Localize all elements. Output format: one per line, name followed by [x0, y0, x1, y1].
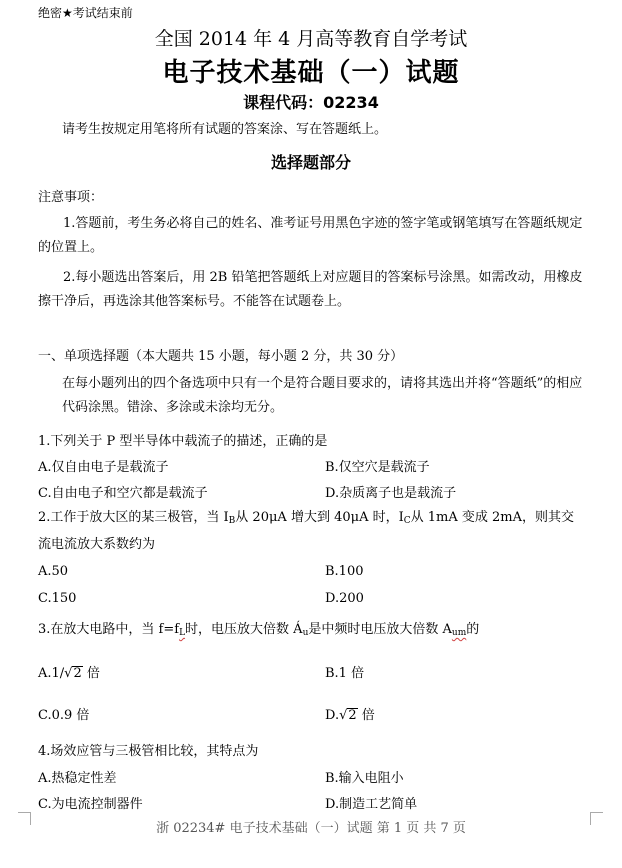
question-4-option-c: C.为电流控制器件	[38, 797, 143, 812]
question-2-stem: 2.工作于放大区的某三极管，当 $I_B$从 20μA 增大到 40μA 时，$I_C$从 1mA 变成 2mA，则其交流电流放大系数约为	[38, 510, 574, 552]
secret-label: 绝密★考试结束前	[38, 6, 133, 20]
question-3-option-a: A.1/√2 倍	[38, 666, 100, 681]
part-heading: 一、单项选择题（本大题共 15 小题，每小题 2 分，共 30 分）	[38, 349, 404, 364]
question-4-option-a: A.热稳定性差	[38, 771, 117, 786]
question-3-option-d: D.√2 倍	[325, 708, 375, 723]
question-3-option-b: B.1 倍	[325, 666, 365, 681]
question-4-stem: 4.场效应管与三极管相比较，其特点为	[38, 744, 259, 759]
question-3-option-c: C.0.9 倍	[38, 708, 90, 723]
question-1-option-c: C.自由电子和空穴都是载流子	[38, 486, 208, 501]
question-4-option-d: D.制造工艺简单	[325, 797, 418, 812]
note-item-1: 1.答题前，考生务必将自己的姓名、准考证号用黑色字迹的签字笔或钢笔填写在答题纸规定的位置上。	[38, 216, 583, 255]
course-code: 课程代码：02234	[243, 93, 379, 112]
section-title: 选择题部分	[270, 153, 351, 172]
question-2-option-a: A.50	[38, 564, 69, 579]
question-3-stem: 3.在放大电路中，当 $f=f_L$时，电压放大倍数 $Á_u$是中频时电压放大倍数 $A_{um}$的	[38, 622, 480, 638]
question-1-option-b: B.仅空穴是载流子	[325, 460, 430, 475]
note-item-2: 2.每小题选出答案后，用 2B 铅笔把答题纸上对应题目的答案标号涂黑。如需改动，用橡皮擦干净后，再选涂其他答案标号。不能答在试题卷上。	[38, 270, 583, 309]
exam-title: 全国 2014 年 4 月高等教育自学考试	[154, 28, 468, 50]
instruction: 请考生按规定用笔将所有试题的答案涂、写在答题纸上。	[62, 122, 388, 137]
question-1-option-a: A.仅自由电子是载流子	[38, 460, 169, 475]
question-2-option-b: B.100	[325, 564, 364, 579]
part-description: 在每小题列出的四个备选项中只有一个是符合题目要求的，请将其选出并将“答题纸”的相应代码涂黑。错涂、多涂或未涂均无分。	[62, 376, 583, 415]
question-1-stem: 1.下列关于 P 型半导体中载流子的描述，正确的是	[38, 434, 328, 449]
question-4-option-b: B.输入电阻小	[325, 771, 404, 786]
page-footer: 浙 02234# 电子技术基础（一）试题 第 1 页 共 7 页	[156, 821, 466, 836]
question-1-option-d: D.杂质离子也是载流子	[325, 486, 457, 501]
main-title: 电子技术基础（一）试题	[162, 58, 460, 88]
question-2-option-d: D.200	[325, 591, 364, 606]
notes-heading: 注意事项：	[38, 190, 104, 205]
question-2-option-c: C.150	[38, 591, 77, 606]
